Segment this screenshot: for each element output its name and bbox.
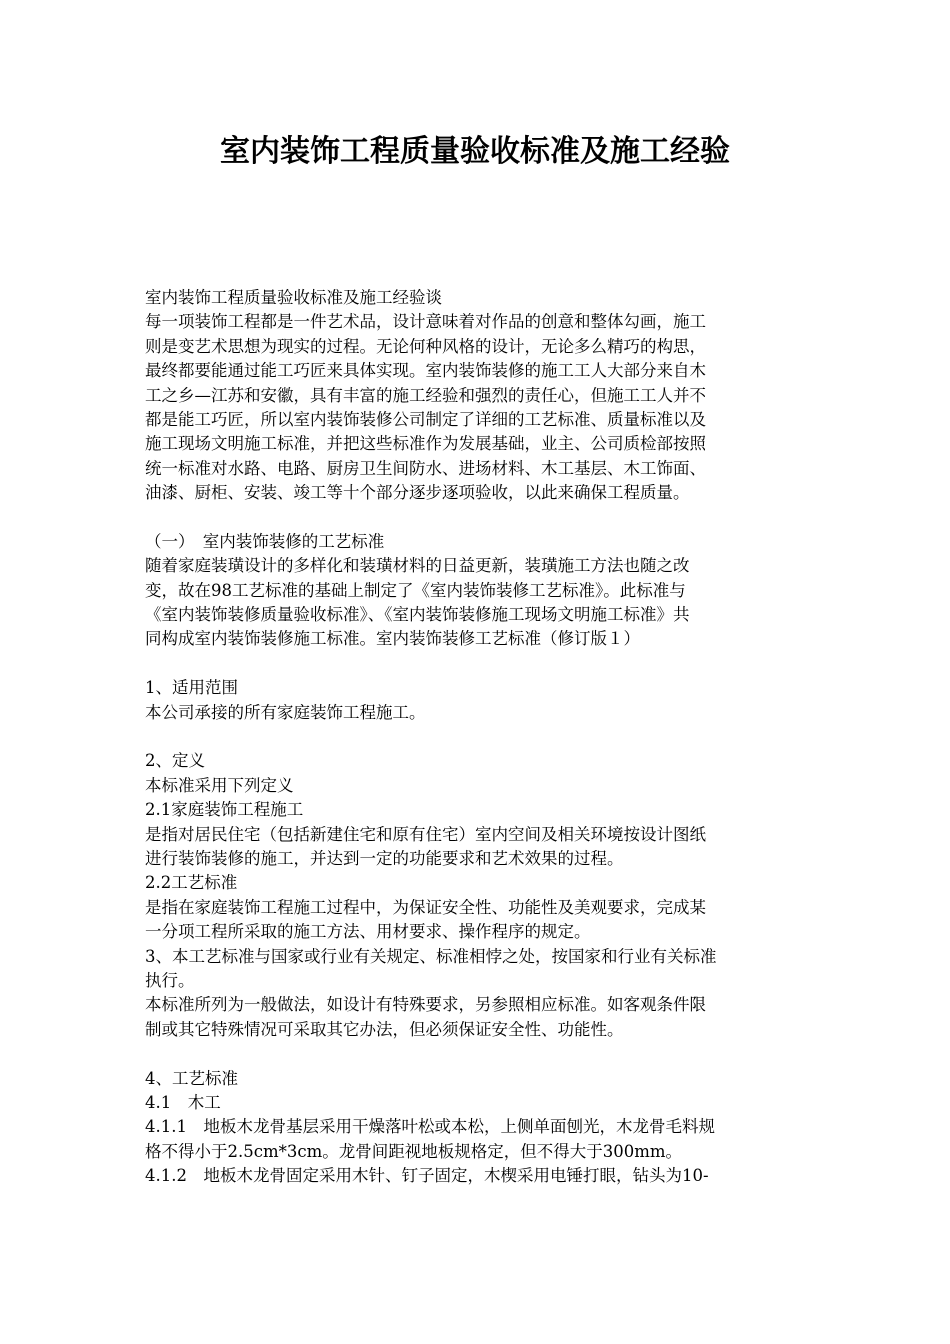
text-line: （一） 室内装饰装修的工艺标准 [145, 531, 385, 551]
document-title: 室内装饰工程质量验收标准及施工经验 [220, 134, 730, 169]
blank-line [145, 506, 810, 530]
text-line: 同构成室内装饰装修施工标准。室内装饰装修工艺标准（修订版１） [145, 629, 640, 649]
text-line: 室内装饰工程质量验收标准及施工经验谈 [145, 288, 442, 307]
text-line: 统一标准对水路、电路、厨房卫生间防水、进场材料、木工基层、木工饰面、 [145, 458, 706, 478]
text-line: 4.1 木工 [145, 1092, 221, 1112]
text-line: 本标准采用下列定义 [145, 775, 294, 795]
text-line: 是指对居民住宅（包括新建住宅和原有住宅）室内空间及相关环境按设计图纸 [145, 824, 706, 844]
text-line: 都是能工巧匠，所以室内装饰装修公司制定了详细的工艺标准、质量标准以及 [145, 409, 706, 429]
blank-line [145, 652, 810, 676]
text-line: 随着家庭装璜设计的多样化和装璜材料的日益更新，装璜施工方法也随之改 [145, 556, 690, 576]
text-line: 则是变艺术思想为现实的过程。无论何种风格的设计，无论多么精巧的构思， [145, 336, 706, 356]
text-line: 2.2工艺标准 [145, 873, 238, 893]
text-line: 执行。 [145, 970, 195, 990]
text-line: 2、定义 [145, 751, 205, 771]
text-line: 是指在家庭装饰工程施工过程中，为保证安全性、功能性及美观要求，完成某 [145, 897, 706, 917]
text-line: 格不得小于2.5cm*3cm。龙骨间距视地板规格定，但不得大于300mm。 [145, 1141, 683, 1161]
text-line: 2.1家庭装饰工程施工 [145, 800, 304, 820]
text-line: 每一项装饰工程都是一件艺术品，设计意味着对作品的创意和整体勾画，施工 [145, 312, 706, 332]
text-line: 进行装饰装修的施工，并达到一定的功能要求和艺术效果的过程。 [145, 848, 624, 868]
text-line: 最终都要能通过能工巧匠来具体实现。室内装饰装修的施工工人大部分来自木 [145, 361, 706, 381]
text-line: 变，故在98工艺标准的基础上制定了《室内装饰装修工艺标准》。此标准与 [145, 580, 686, 600]
text-line: 本标准所列为一般做法，如设计有特殊要求，另参照相应标准。如客观条件限 [145, 995, 706, 1015]
text-line: 《室内装饰装修质量验收标准》、《室内装饰装修施工现场文明施工标准》共 [145, 605, 690, 625]
text-line: 4.1.2 地板木龙骨固定采用木针、钉子固定，木楔采用电锤打眼，钻头为10- [145, 1166, 709, 1186]
blank-line [145, 1042, 810, 1066]
text-line: 施工现场文明施工标准，并把这些标准作为发展基础，业主、公司质检部按照 [145, 434, 706, 454]
text-line: 一分项工程所采取的施工方法、用材要求、操作程序的规定。 [145, 922, 591, 942]
blank-line [145, 725, 810, 749]
text-line: 工之乡—江苏和安徽，具有丰富的施工经验和强烈的责任心，但施工工人并不 [145, 385, 706, 405]
text-line: 4、工艺标准 [145, 1068, 238, 1088]
text-line: 4.1.1 地板木龙骨基层采用干燥落叶松或本松，上侧单面刨光，木龙骨毛料规 [145, 1117, 715, 1137]
text-line: 本公司承接的所有家庭装饰工程施工。 [145, 702, 426, 722]
document-body [145, 286, 810, 1188]
text-line: 制或其它特殊情况可采取其它办法，但必须保证安全性、功能性。 [145, 1019, 624, 1039]
text-line: 3、本工艺标准与国家或行业有关规定、标准相悖之处，按国家和行业有关标准 [145, 946, 717, 966]
text-line: 1、适用范围 [145, 678, 238, 698]
text-line: 油漆、厨柜、安装、竣工等十个部分逐步逐项验收，以此来确保工程质量。 [145, 483, 690, 503]
